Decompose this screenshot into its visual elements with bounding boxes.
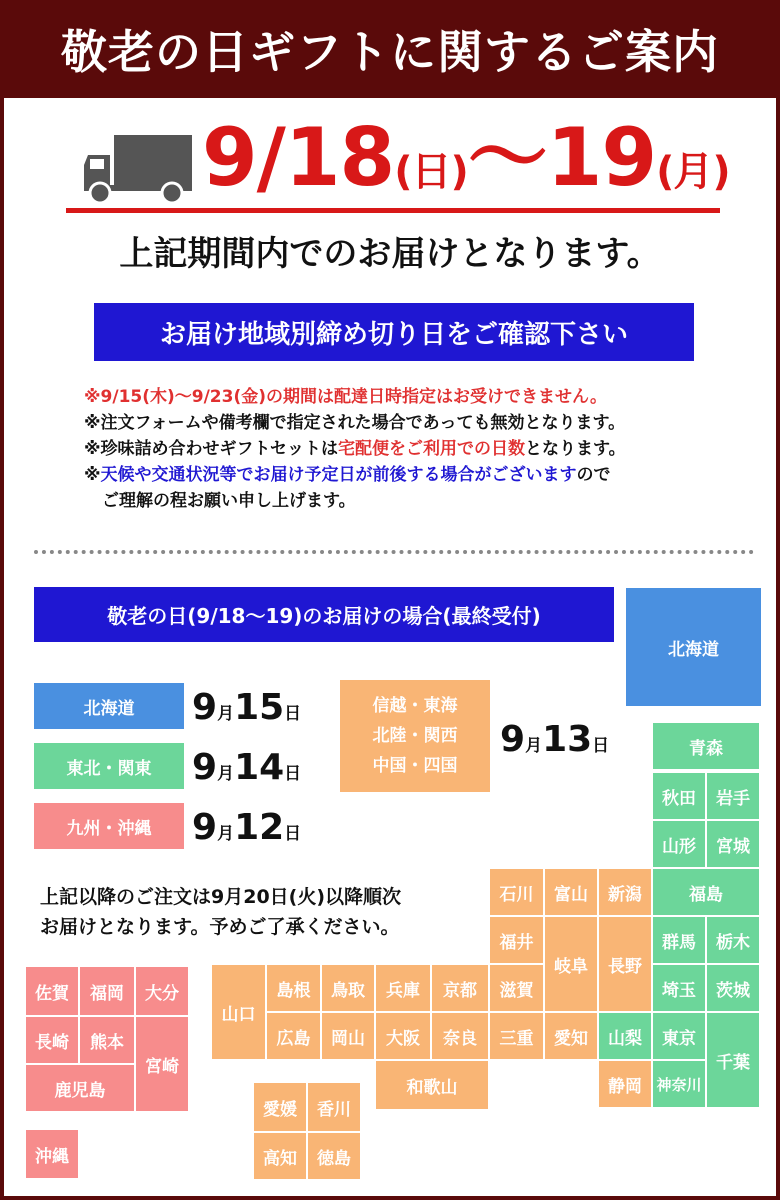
pref-niigata: 新潟	[599, 869, 651, 915]
region-chubu-kansai: 信越・東海 北陸・関西 中国・四国	[340, 680, 490, 792]
note-5: ご理解の程お願い申し上げます。	[102, 491, 356, 511]
after-note: 上記以降のご注文は9月20日(火)以降順次 お届けとなります。予めご了承ください。	[40, 886, 402, 938]
region-tohoku-kanto: 東北・関東	[34, 743, 184, 789]
pref-toyama: 富山	[545, 869, 597, 915]
pref-aichi: 愛知	[545, 1013, 597, 1059]
pref-wakayama: 和歌山	[376, 1061, 488, 1109]
pref-hiroshima: 広島	[267, 1013, 320, 1059]
delivery-date: 9/18(日)〜19(月)	[202, 111, 730, 204]
pref-nagano: 長野	[599, 917, 651, 1011]
dotted-divider	[34, 550, 754, 554]
pref-osaka: 大阪	[376, 1013, 430, 1059]
note-4: ※天候や交通状況等でお届け予定日が前後する場合がございますので	[84, 465, 611, 485]
pref-okinawa: 沖縄	[26, 1130, 78, 1178]
pref-kumamoto: 熊本	[80, 1017, 134, 1063]
pref-fukui: 福井	[490, 917, 543, 963]
truck-icon	[84, 135, 192, 205]
pref-kyoto: 京都	[432, 965, 488, 1011]
pref-fukuoka: 福岡	[80, 967, 134, 1015]
pref-shizuoka: 静岡	[599, 1061, 651, 1107]
pref-nagasaki: 長崎	[26, 1017, 78, 1063]
pref-shimane: 島根	[267, 965, 320, 1011]
pref-shiga: 滋賀	[490, 965, 543, 1011]
pref-miyagi: 宮城	[707, 821, 759, 867]
deadline-kyushu-okinawa: 9月12日	[192, 807, 302, 848]
pref-kanagawa: 神奈川	[653, 1061, 705, 1107]
pref-aomori: 青森	[653, 723, 759, 769]
pref-tokushima: 徳島	[308, 1133, 360, 1179]
divider	[66, 208, 720, 213]
pref-chiba: 千葉	[707, 1013, 759, 1107]
note-3: ※珍味詰め合わせギフトセットは宅配便をご利用での日数となります。	[84, 439, 626, 459]
pref-tottori: 鳥取	[322, 965, 374, 1011]
pref-kagawa: 香川	[308, 1083, 360, 1131]
pref-hokkaido: 北海道	[626, 588, 761, 706]
pref-akita: 秋田	[653, 773, 705, 819]
pref-hyogo: 兵庫	[376, 965, 430, 1011]
deadline-chubu-kansai: 9月13日	[500, 719, 610, 760]
pref-saga: 佐賀	[26, 967, 78, 1015]
pref-ibaraki: 茨城	[707, 965, 759, 1011]
pref-kagoshima: 鹿児島	[26, 1065, 134, 1111]
pref-tokyo: 東京	[653, 1013, 705, 1059]
pref-ehime: 愛媛	[254, 1083, 306, 1131]
notes	[84, 384, 744, 514]
pref-fukushima: 福島	[653, 869, 759, 915]
pref-gunma: 群馬	[653, 917, 705, 963]
pref-mie: 三重	[490, 1013, 543, 1059]
pref-tochigi: 栃木	[707, 917, 759, 963]
region-hokkaido: 北海道	[34, 683, 184, 729]
deadline-hokkaido: 9月15日	[192, 687, 302, 728]
pref-okayama: 岡山	[322, 1013, 374, 1059]
note-2: ※注文フォームや備考欄で指定された場合であっても無効となります。	[84, 413, 626, 433]
pref-gifu: 岐阜	[545, 917, 597, 1011]
region-kyushu-okinawa: 九州・沖縄	[34, 803, 184, 849]
page-title: 敬老の日ギフトに関するご案内	[4, 0, 776, 98]
deadline-tohoku-kanto: 9月14日	[192, 747, 302, 788]
pref-saitama: 埼玉	[653, 965, 705, 1011]
pref-yamanashi: 山梨	[599, 1013, 651, 1059]
pref-ishikawa: 石川	[490, 869, 543, 915]
pref-iwate: 岩手	[707, 773, 759, 819]
pref-kochi: 高知	[254, 1133, 306, 1179]
pref-yamagata: 山形	[653, 821, 705, 867]
pref-miyazaki: 宮崎	[136, 1017, 188, 1111]
section-title: 敬老の日(9/18〜19)のお届けの場合(最終受付)	[34, 587, 614, 642]
pref-nara: 奈良	[432, 1013, 488, 1059]
pref-oita: 大分	[136, 967, 188, 1015]
delivery-subtitle: 上記期間内でのお届けとなります。	[119, 234, 661, 274]
note-1: ※9/15(木)〜9/23(金)の期間は配達日時指定はお受けできません。	[84, 387, 608, 407]
pref-yamaguchi: 山口	[212, 965, 265, 1059]
deadline-banner: お届け地域別締め切り日をご確認下さい	[94, 303, 694, 361]
